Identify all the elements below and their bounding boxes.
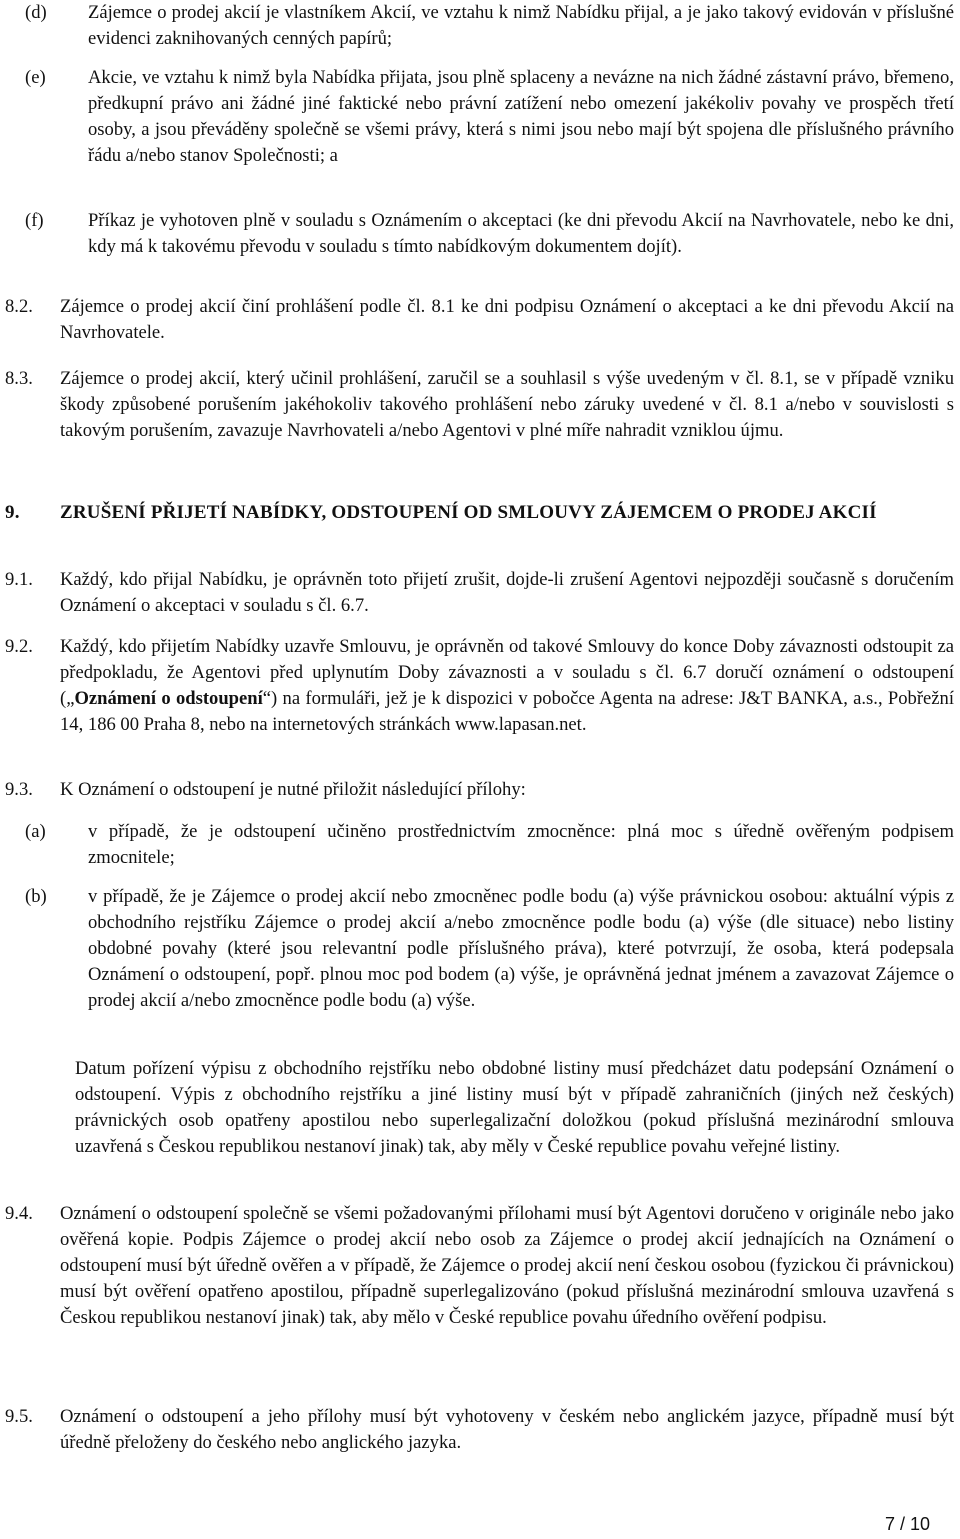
- clause-number: 9.4.: [5, 1203, 33, 1224]
- section-title: ZRUŠENÍ PŘIJETÍ NABÍDKY, ODSTOUPENÍ OD SMLOUVY ZÁJEMCEM O PRODEJ AKCIÍ: [60, 502, 877, 523]
- list-item-label: (a): [25, 821, 46, 842]
- list-item-e: [0, 65, 960, 169]
- clause-9-5: [0, 1404, 960, 1456]
- paragraph-9-3-note: [0, 1056, 960, 1160]
- list-item-text: Zájemce o prodej akcií je vlastníkem Akcií, ve vztahu k nimž Nabídku přijal, a je jako takový evidován v příslušné evidenci zaknihovaných cenných papírů;: [88, 2, 954, 49]
- clause-number: 8.2.: [5, 296, 33, 317]
- list-item-label: (e): [25, 67, 46, 88]
- list-item-text: v případě, že je odstoupení učiněno prostřednictvím zmocněnce: plná moc s úředně ověřeným podpisem zmocnitele;: [88, 821, 954, 868]
- list-item-label: (f): [25, 210, 44, 231]
- clause-9-3: [0, 777, 960, 803]
- list-item-f: [0, 208, 960, 260]
- page-number: 7 / 10: [884, 1514, 930, 1534]
- clause-9-4: [0, 1201, 960, 1331]
- clause-number: 9.1.: [5, 569, 33, 590]
- list-item-text: v případě, že je Zájemce o prodej akcií nebo zmocněnec podle bodu (a) výše právnickou osobou: aktuální výpis z obchodního rejstříku Zájemce o prodej akcií a/nebo zmocněnce podle bodu (a) výše (dle situace) nebo listiny obdobné povahy (které jsou relevantní podle příslušného práva), které potvrzují, že osoba, která podepsala Oznámení o odstoupení, popř. plnou moc pod bodem (a) výše, je oprávněná jednat jménem a zavazovat Zájemce o prodej akcií a/nebo zmocněnce podle bodu (a) výše.: [88, 886, 954, 1011]
- clause-9-2: [0, 634, 960, 738]
- clause-number: 9.3.: [5, 779, 33, 800]
- clause-text: Zájemce o prodej akcií činí prohlášení podle čl. 8.1 ke dni podpisu Oznámení o akceptaci a ke dni převodu Akcií na Navrhovatele.: [60, 296, 954, 343]
- clause-9-1: [0, 567, 960, 619]
- clause-text: Zájemce o prodej akcií, který učinil prohlášení, zaručil se a souhlasil s výše uvedeným v čl. 8.1, se v případě vzniku škody způsobené porušením jakéhokoliv takového prohlášení nebo záruky uvedené v čl. 8.1 a/nebo v souvislosti s takovým porušením, zavazuje Navrhovateli a/nebo Agentovi v plné míře nahradit vzniklou újmu.: [60, 368, 954, 441]
- clause-8-3: [0, 366, 960, 444]
- clause-text-part: “) na formuláři, jež je k dispozici v pobočce Agenta na adrese: J&T BANKA, a.s., Pobřežní 14, 186 00 Praha 8, nebo na internetových stránkách www.lapasan.net.: [60, 688, 955, 735]
- attachment-item-a: [0, 819, 960, 871]
- paragraph-text: Datum pořízení výpisu z obchodního rejstříku nebo obdobné listiny musí předcházet datu podepsání Oznámení o odstoupení. Výpis z obchodního rejstříku a jiné listiny musí být v případě zahraničních (jiných než českých) právnických osob opatřeny apostilou nebo superlegalizační doložkou (pokud příslušná mezinárodní smlouva uzavřená s Českou republikou nestanoví jinak) tak, aby měly v České republice povahu veřejné listiny.: [75, 1058, 954, 1157]
- section-heading-9: [0, 500, 960, 526]
- clause-text-part: Každý, kdo přijetím Nabídky uzavře Smlouvu, je oprávněn od takové Smlouvy do konce Doby závaznosti odstoupit za předpokladu, že Agentovi před uplynutím Doby závaznosti a v souladu s čl. 6.7 doručí oznámení o odstoupení („: [60, 636, 954, 709]
- defined-term: Oznámení o odstoupení: [74, 688, 263, 709]
- list-item-d: [0, 0, 960, 52]
- clause-8-2: [0, 294, 960, 346]
- list-item-label: (d): [25, 2, 47, 23]
- list-item-text: Příkaz je vyhotoven plně v souladu s Oznámením o akceptaci (ke dni převodu Akcií na Navrhovatele, nebo ke dni, kdy má k takovému převodu v souladu s tímto nabídkovým dokumentem dojít).: [88, 210, 954, 257]
- list-item-label: (b): [25, 886, 47, 907]
- clause-number: 9.2.: [5, 636, 33, 657]
- clause-text: Každý, kdo přijal Nabídku, je oprávněn toto přijetí zrušit, dojde-li zrušení Agentovi nejpozději současně s doručením Oznámení o akceptaci v souladu s čl. 6.7.: [60, 569, 954, 616]
- clause-text: Oznámení o odstoupení společně se všemi požadovanými přílohami musí být Agentovi doručeno v originále nebo jako ověřená kopie. Podpis Zájemce o prodej akcií nebo osob za Zájemce o prodej akcií jednajících na Oznámení o odstoupení musí být úředně ověřen a v případě, že Zájemce o prodej akcií není českou osobou (fyzickou či právnickou) musí být ověření opatřeno apostilou, případně superlegalizováno (pokud příslušná mezinárodní smlouva uzavřená s Českou republikou nestanoví jinak) tak, aby mělo v České republice povahu úředního ověření podpisu.: [60, 1203, 954, 1328]
- list-item-text: Akcie, ve vztahu k nimž byla Nabídka přijata, jsou plně splaceny a nevázne na nich žádné zástavní právo, břemeno, předkupní právo ani žádné jiné faktické nebo právní zatížení nebo omezení jakékoliv povahy ve prospěch třetí osoby, a jsou převáděny společně se všemi právy, která s nimi jsou nebo mají být spojena dle příslušného právního řádu a/nebo stanov Společnosti; a: [88, 67, 954, 166]
- clause-number: 8.3.: [5, 368, 33, 389]
- attachment-item-b: [0, 884, 960, 1014]
- clause-number: 9.5.: [5, 1406, 33, 1427]
- section-number: 9.: [5, 502, 20, 523]
- clause-text: Oznámení o odstoupení a jeho přílohy musí být vyhotoveny v českém nebo anglickém jazyce, případně musí být úředně přeloženy do českého nebo anglického jazyka.: [60, 1406, 954, 1453]
- clause-text: [60, 634, 954, 738]
- clause-text: K Oznámení o odstoupení je nutné přiložit následující přílohy:: [60, 779, 526, 800]
